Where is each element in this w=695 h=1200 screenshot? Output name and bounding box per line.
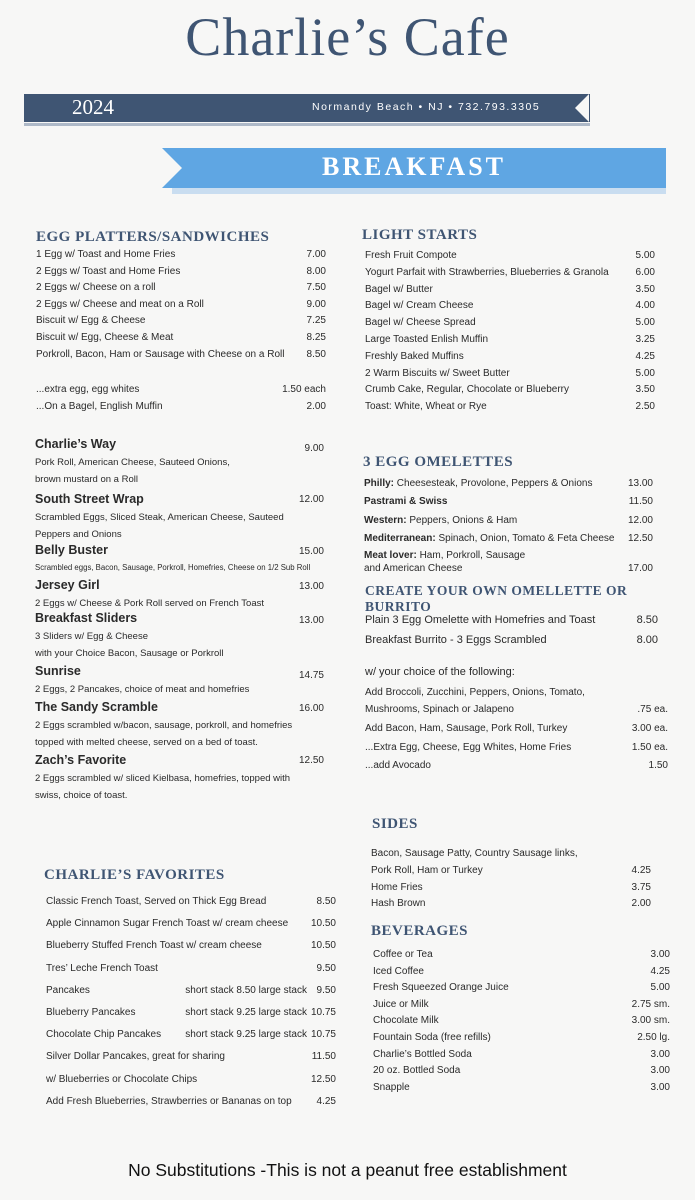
special-price: 9.00	[304, 443, 324, 454]
breakfast-heading: BREAKFAST	[322, 152, 506, 181]
special-price: 15.00	[298, 546, 324, 557]
special-desc: 2 Eggs, 2 Pancakes, choice of meat and homefries	[35, 684, 250, 695]
light-start-item: Fresh Fruit Compote	[365, 250, 457, 261]
egg-platter-price: 8.50	[306, 348, 326, 360]
special-name: Zach’s Favorite	[35, 753, 127, 767]
favorite-price: 9.50	[316, 962, 336, 974]
light-start-price: 4.00	[635, 300, 655, 312]
egg-extra-item: ...extra egg, egg whites	[36, 384, 140, 395]
omelette-name: Mediterranean:	[364, 532, 436, 544]
special-price: 13.00	[298, 581, 324, 592]
meat-lover-label: Meat lover:	[364, 550, 417, 561]
beverage-item: Chocolate Milk	[373, 1015, 439, 1027]
omelette-name: Western:	[364, 514, 407, 526]
light-start-price: 3.50	[635, 384, 655, 396]
light-start-price: 6.00	[635, 266, 655, 278]
egg-platter-item: Biscuit w/ Egg, Cheese & Meat	[36, 332, 174, 343]
create-add-item: Add Bacon, Ham, Sausage, Pork Roll, Turkey	[365, 723, 568, 734]
side-item: Pork Roll, Ham or Turkey	[371, 865, 483, 876]
special-name: Belly Buster	[35, 543, 108, 557]
light-start-price: 2.50	[635, 401, 655, 413]
beverage-item: Charlie’s Bottled Soda	[373, 1048, 472, 1060]
create-own-item: Plain 3 Egg Omelette with Homefries and Toast	[365, 614, 596, 626]
light-start-item: Toast: White, Wheat or Rye	[365, 401, 487, 413]
sides-heading: SIDES	[372, 816, 418, 832]
favorite-price: 11.50	[311, 1051, 336, 1063]
beverage-price: 3.00	[650, 1065, 670, 1077]
egg-platter-item: Porkroll, Bacon, Ham or Sausage with Cheese on a Roll	[36, 348, 285, 360]
omelette-price: 11.50	[628, 496, 653, 508]
special-desc: 2 Eggs w/ Cheese & Pork Roll served on French Toast	[35, 598, 264, 609]
special-desc: with your Choice Bacon, Sausage or Porkroll	[35, 647, 224, 659]
beverage-item: Snapple	[373, 1081, 410, 1093]
special-name: Charlie’s Way	[35, 437, 117, 451]
beverage-price: 3.00	[650, 1081, 670, 1093]
side-item: Hash Brown	[371, 898, 426, 909]
favorite-item: Chocolate Chip Pancakes	[46, 1029, 162, 1041]
light-start-item: Bagel w/ Butter	[365, 283, 433, 295]
light-start-price: 5.00	[635, 317, 655, 329]
special-name: South Street Wrap	[35, 492, 144, 506]
omelette-price: 12.50	[627, 532, 653, 544]
egg-platter-price: 7.50	[306, 282, 326, 294]
egg-platter-item: 1 Egg w/ Toast and Home Fries	[36, 249, 176, 260]
create-own-heading: CREATE YOUR OWN OMELLETTE OR BURRITO	[365, 583, 628, 614]
beverage-price: 2.50 lg.	[637, 1032, 670, 1043]
special-desc: 3 Sliders w/ Egg & Cheese	[35, 631, 149, 642]
omelette-item	[364, 478, 592, 489]
side-price: 3.75	[631, 881, 651, 893]
egg-platter-item: 2 Eggs w/ Toast and Home Fries	[36, 265, 181, 277]
egg-platter-price: 8.00	[306, 265, 326, 277]
beverage-item: Coffee or Tea	[373, 949, 433, 960]
meat-lover-line2: and American Cheese	[364, 563, 463, 574]
banner-notch	[575, 94, 589, 122]
side-price: 2.00	[631, 898, 651, 909]
favorite-item: Classic French Toast, Served on Thick Egg Bread	[46, 896, 267, 907]
egg-extra-item: ...On a Bagel, English Muffin	[36, 401, 163, 412]
light-start-item: Large Toasted Enlish Muffin	[365, 334, 489, 345]
egg-platter-item: Biscuit w/ Egg & Cheese	[36, 315, 146, 327]
beverage-item: Fountain Soda (free refills)	[373, 1032, 491, 1043]
favorite-item: Pancakes	[46, 984, 90, 996]
banner-divider	[24, 123, 590, 126]
beverage-item: Iced Coffee	[373, 965, 424, 977]
light-start-price: 5.00	[635, 367, 655, 379]
light-start-item: Yogurt Parfait with Strawberries, Blueberries & Granola	[365, 266, 609, 278]
beverage-price: 4.25	[650, 965, 670, 977]
favorite-price: 10.50	[310, 940, 336, 952]
favorite-price: 10.75	[310, 1007, 336, 1018]
light-starts-heading: LIGHT STARTS	[362, 227, 478, 243]
beverage-price: 3.00	[650, 949, 670, 960]
omelette-name: Philly:	[364, 478, 395, 489]
light-start-item: 2 Warm Biscuits w/ Sweet Butter	[365, 367, 510, 379]
sides-line1: Bacon, Sausage Patty, Country Sausage links,	[371, 848, 578, 859]
light-start-price: 3.25	[635, 334, 655, 345]
egg-platter-price: 9.00	[306, 298, 326, 310]
veg-line1: Add Broccoli, Zucchini, Peppers, Onions, Tomato,	[365, 687, 585, 698]
beverage-price: 5.00	[650, 982, 670, 994]
beverage-price: 3.00	[650, 1048, 670, 1060]
favorite-price: 12.50	[310, 1073, 336, 1085]
year-label: 2024	[72, 95, 114, 119]
meat-lover-price: 17.00	[627, 563, 653, 574]
favorite-price: 10.50	[310, 918, 336, 930]
favorite-item: Blueberry Stuffed French Toast w/ cream cheese	[46, 940, 262, 952]
special-desc: Scrambled Eggs, Sliced Steak, American Cheese, Sauteed	[35, 512, 284, 523]
special-name: The Sandy Scramble	[35, 700, 158, 714]
egg-platters-heading: EGG PLATTERS/SANDWICHES	[36, 229, 270, 245]
side-item: Home Fries	[371, 881, 423, 893]
create-own-price: 8.50	[636, 614, 658, 626]
light-start-item: Freshly Baked Muffins	[365, 350, 464, 362]
omelette-item	[364, 496, 447, 507]
egg-platter-price: 7.25	[306, 315, 326, 327]
special-name: Sunrise	[35, 664, 81, 678]
beverage-item: 20 oz. Bottled Soda	[373, 1065, 461, 1077]
favorite-price: 9.50	[316, 984, 336, 996]
choice-text: w/ your choice of the following:	[365, 666, 515, 678]
omelette-desc: Peppers, Onions & Ham	[406, 514, 518, 526]
egg-platter-price: 8.25	[306, 332, 326, 343]
special-desc: swiss, choice of toast.	[35, 789, 128, 801]
create-add-price: 1.50	[648, 760, 668, 771]
omelette-price: 12.00	[627, 514, 653, 526]
favorite-price: 4.25	[316, 1095, 336, 1107]
favorite-item: w/ Blueberries or Chocolate Chips	[46, 1073, 198, 1085]
favorite-item: Blueberry Pancakes	[46, 1007, 136, 1018]
side-price: 4.25	[631, 865, 651, 876]
create-own-item: Breakfast Burrito - 3 Eggs Scrambled	[365, 634, 547, 646]
omelette-item	[364, 533, 615, 544]
favorite-stack-prices: short stack 9.25 large stack	[185, 1029, 307, 1041]
light-start-price: 3.50	[635, 283, 655, 295]
omelette-desc: Spinach, Onion, Tomato & Feta Cheese	[435, 532, 615, 544]
light-start-item: Bagel w/ Cream Cheese	[365, 300, 474, 312]
special-desc: 2 Eggs scrambled w/bacon, sausage, porkroll, and homefries	[35, 720, 293, 731]
veg-line2: Mushrooms, Spinach or Jalapeno	[365, 704, 514, 715]
favorite-item: Silver Dollar Pancakes, great for sharing	[46, 1051, 225, 1063]
special-price: 12.50	[298, 755, 324, 766]
special-desc: 2 Eggs scrambled w/ sliced Kielbasa, homefries, topped with	[35, 773, 291, 784]
light-start-price: 4.25	[635, 350, 655, 362]
favorite-stack-prices: short stack 9.25 large stack	[185, 1007, 307, 1018]
egg-platter-item: 2 Eggs w/ Cheese and meat on a Roll	[36, 298, 204, 310]
create-own-price: 8.00	[636, 634, 658, 646]
favorite-price: 8.50	[316, 896, 336, 907]
favorite-item: Add Fresh Blueberries, Strawberries or Bananas on top	[46, 1095, 292, 1107]
special-price: 14.75	[298, 670, 324, 681]
omelette-price: 13.00	[627, 478, 653, 489]
meat-lover-line1	[364, 550, 525, 561]
favorite-stack-prices: short stack 8.50 large stack	[185, 984, 307, 996]
favorites-heading: CHARLIE’S FAVORITES	[44, 867, 225, 883]
omelette-item	[364, 515, 517, 526]
header-banner	[24, 94, 590, 122]
egg-extra-price: 2.00	[306, 401, 326, 412]
egg-platter-price: 7.00	[306, 249, 326, 260]
light-start-item: Bagel w/ Cheese Spread	[365, 317, 476, 329]
cafe-title: Charlie’s Cafe	[185, 7, 510, 67]
special-name: Breakfast Sliders	[35, 611, 138, 625]
beverage-price: 2.75 sm.	[631, 998, 670, 1010]
omelette-desc: Cheesesteak, Provolone, Peppers & Onions	[394, 478, 593, 489]
beverages-heading: BEVERAGES	[371, 923, 469, 939]
special-desc: topped with melted cheese, served on a bed of toast.	[35, 736, 258, 748]
special-price: 13.00	[298, 615, 324, 626]
special-desc: Peppers and Onions	[35, 528, 122, 540]
beverage-price: 3.00 sm.	[631, 1015, 670, 1027]
special-price: 16.00	[298, 703, 324, 714]
special-desc: Scrambled eggs, Bacon, Sausage, Porkroll, Homefries, Cheese on 1/2 Sub Roll	[35, 563, 311, 572]
special-name: Jersey Girl	[35, 578, 100, 592]
veg-price: .75 ea.	[637, 704, 668, 715]
favorite-item: Tres’ Leche French Toast	[46, 962, 158, 974]
contact-info: Normandy Beach • NJ • 732.793.3305	[312, 101, 541, 113]
create-add-item: ...Extra Egg, Cheese, Egg Whites, Home Fries	[365, 741, 572, 753]
favorite-price: 10.75	[310, 1029, 336, 1041]
special-desc: Pork Roll, American Cheese, Sauteed Onions,	[35, 457, 230, 468]
omelettes-heading: 3 EGG OMELETTES	[363, 454, 514, 470]
light-start-price: 5.00	[635, 250, 655, 261]
egg-platter-item: 2 Eggs w/ Cheese on a roll	[36, 282, 156, 294]
light-start-item: Crumb Cake, Regular, Chocolate or Blueberry	[365, 384, 569, 396]
beverage-item: Fresh Squeezed Orange Juice	[373, 982, 509, 994]
omelette-name: Pastrami & Swiss	[364, 496, 448, 508]
beverage-item: Juice or Milk	[373, 998, 429, 1010]
create-add-item: ...add Avocado	[365, 760, 431, 771]
egg-extra-price: 1.50 each	[282, 384, 326, 395]
create-add-price: 3.00 ea.	[631, 723, 668, 734]
footer-note: No Substitutions -This is not a peanut free establishment	[128, 1160, 567, 1180]
create-add-price: 1.50 ea.	[631, 741, 668, 753]
breakfast-banner-shadow	[172, 188, 666, 194]
special-price: 12.00	[298, 494, 324, 505]
favorite-item: Apple Cinnamon Sugar French Toast w/ cream cheese	[46, 918, 289, 930]
meat-lover-desc: Ham, Porkroll, Sausage	[416, 550, 526, 561]
special-desc: brown mustard on a Roll	[35, 473, 138, 485]
